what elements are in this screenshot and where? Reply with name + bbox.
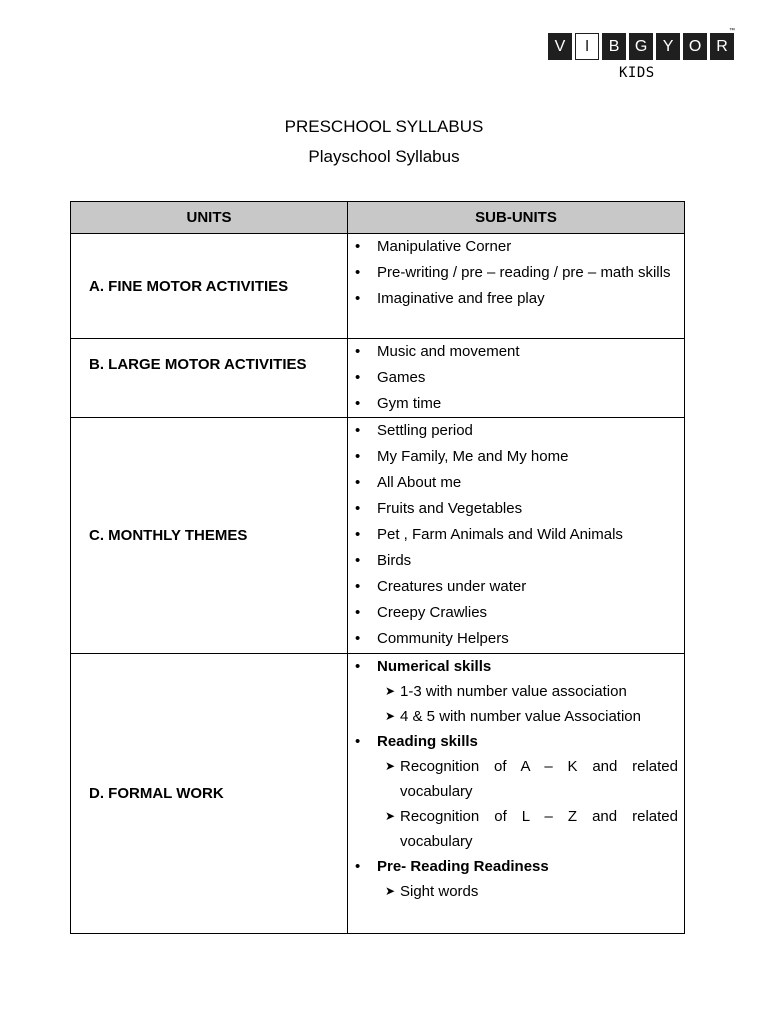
table-row [71,234,685,339]
list-item: • Community Helpers [348,626,678,651]
list-item: • Fruits and Vegetables [348,496,678,521]
list-item: • Creepy Crawlies [348,600,678,625]
header-sub-units: SUB-UNITS [348,202,685,234]
list-item: • Imaginative and free play [348,286,678,311]
list-item: ➤ 1-3 with number value association [348,679,678,704]
logo-letter: B [602,33,626,60]
list-item: ➤ Recognition of L – Z and related vocabulary [348,804,678,854]
sub-units-cell [348,654,685,934]
sub-unit-list [348,234,678,311]
logo-letters [548,33,734,60]
arrow-list [348,679,678,729]
list-item: • All About me [348,470,678,495]
list-item: ➤ Recognition of A – K and related vocabulary [348,754,678,804]
logo-letter: I [575,33,599,60]
logo-letter: G [629,33,653,60]
group-heading: • Pre- Reading Readiness [348,854,678,879]
logo-letter: V [548,33,572,60]
sub-unit-list [348,418,678,651]
list-item: • Settling period [348,418,678,443]
unit-cell: D. FORMAL WORK [71,654,348,934]
list-item: • Pet , Farm Animals and Wild Animals [348,522,678,547]
page-subtitle: Playschool Syllabus [308,147,460,166]
list-item: • Pre-writing / pre – reading / pre – math skills [348,260,678,285]
table-header-row [71,202,685,234]
list-item: • Games [348,365,678,390]
syllabus-table [70,201,685,934]
unit-label: B. LARGE MOTOR ACTIVITIES [89,356,307,373]
list-item: ➤ Sight words [348,879,678,904]
header-units: UNITS [71,202,348,234]
list-item: • Birds [348,548,678,573]
table-row [71,418,685,654]
group-heading: • Reading skills [348,729,678,754]
list-item: • Creatures under water [348,574,678,599]
table-row [71,339,685,418]
vibgyor-kids-logo [548,28,735,81]
unit-cell: C. MONTHLY THEMES [71,418,348,654]
logo-letter: R [710,33,734,60]
unit-cell: A. FINE MOTOR ACTIVITIES [71,234,348,339]
sub-unit-list [348,339,678,416]
list-item: • Music and movement [348,339,678,364]
group-heading: • Numerical skills [348,654,678,679]
arrow-list [348,754,678,854]
sub-units-cell [348,339,685,418]
unit-cell [71,339,348,418]
arrow-list [348,879,678,904]
page-title: PRESCHOOL SYLLABUS [284,117,484,136]
sub-units-cell [348,418,685,654]
table-row [71,654,685,934]
sub-units-cell [348,234,685,339]
logo-subtitle: KIDS [619,65,655,81]
trademark-mark: ™ [729,28,735,34]
list-item: • Gym time [348,391,678,416]
list-item: • Manipulative Corner [348,234,678,259]
logo-letter: O [683,33,707,60]
list-item: ➤ 4 & 5 with number value Association [348,704,678,729]
logo-letter: Y [656,33,680,60]
list-item: • My Family, Me and My home [348,444,678,469]
